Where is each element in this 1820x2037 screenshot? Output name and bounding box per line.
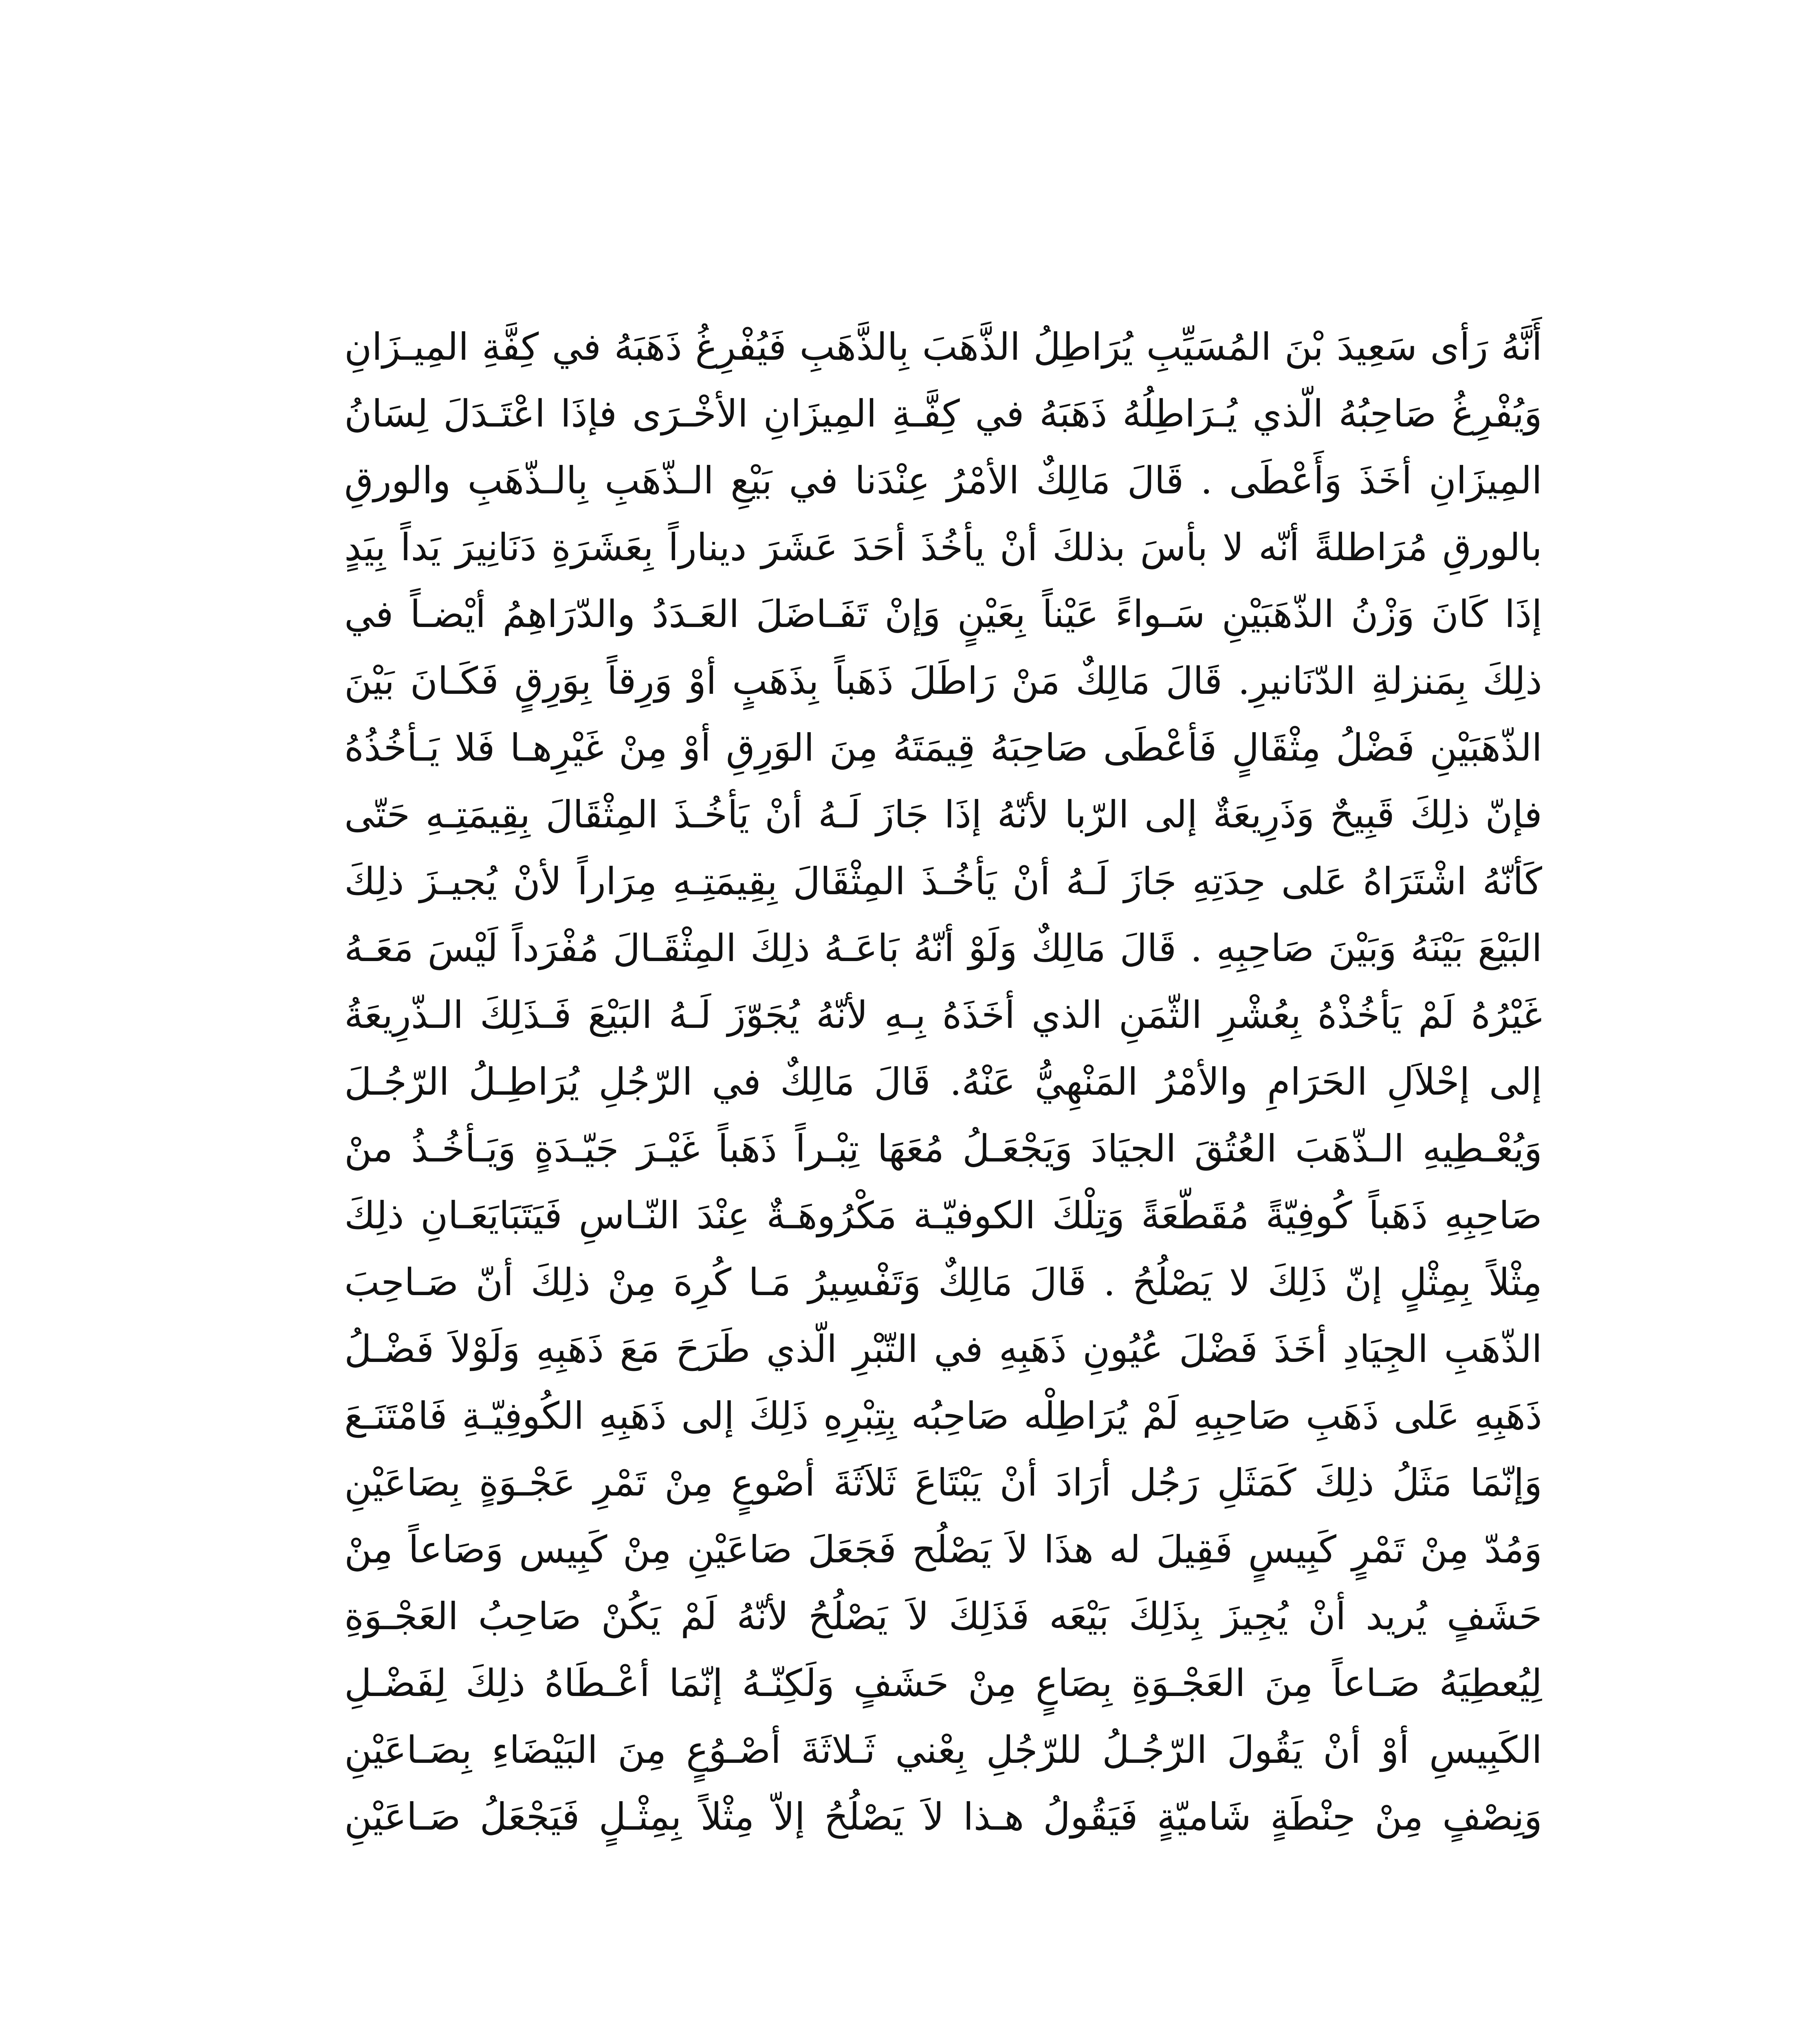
text-line-1: أَنَّهُ رَأى سَعِيدَ بْنَ المُسَيِّبِ يُرَاطِلُ الذَّهَبَ بِالذَّهَبِ فَيُفْرِغُ ذَهَبَهُ في كِفَّةِ المِيـزَانِ — [344, 325, 1542, 369]
text-line-5: إذَا كَانَ وَزْنُ الذّهَبَيْنِ سَـواءً عَيْناً بِعَيْنٍ وَإنْ تَفَـاضَلَ العَـدَدُ والدّرَاهِمُ أيْضـاً في — [344, 592, 1542, 636]
text-line-2: وَيُفْرِغُ صَاحِبُهُ الّذي يُـرَاطِلُهُ ذَهَبَهُ في كِفَّـةِ المِيزَانِ الأخْـرَى فإذَا اعْتَـدَلَ لِسَانُ — [344, 392, 1542, 436]
text-line-3: المِيزَانِ أخَذَ وَأَعْطَى . قَالَ مَالِكٌ الأمْرُ عِنْدَنا في بَيْعِ الـذّهَبِ بِالـذّهَبِ والورقِ — [344, 459, 1542, 502]
text-line-15: مِثْلاً بِمِثْلٍ إنّ ذَلِكَ لا يَصْلُحُ . قَالَ مَالِكٌ وَتَفْسِيرُ مَـا كُرِهَ مِنْ ذلِكَ أنّ صَـاحِبَ — [344, 1260, 1542, 1304]
text-line-19: وَمُدّ مِنْ تَمْرٍ كَبِيسٍ فَقِيلَ له هذَا لاَ يَصْلُح فَجَعَلَ صَاعَيْنِ مِنْ كَبِيس وَصَاعاً مِنْ — [344, 1528, 1542, 1571]
text-line-7: الذّهَبَيْنِ فَضْلُ مِثْقَالٍ فَأعْطَى صَاحِبَهُ قِيمَتَهُ مِنَ الوَرِقِ أوْ مِنْ غَيْرِهـا فَلا يَـأخُذُهُ — [344, 726, 1542, 770]
text-line-14: صَاحِبِهِ ذَهَباً كُوفِيّةً مُقَطّعَةً وَتِلْكَ الكوفيّـة مَكْرُوهَـةٌ عِنْدَ النّـاسِ فَيَتَبَايَعَـانِ ذلِكَ — [344, 1194, 1542, 1237]
text-line-10: البَيْعَ بَيْنَهُ وَبَيْنَ صَاحِبِهِ . قَالَ مَالِكٌ وَلَوْ أنّهُ بَاعَـهُ ذلِكَ المِثْقَـالَ مُفْرَداً لَيْسَ مَعَـهُ — [344, 926, 1542, 970]
text-line-18: وَإنّمَا مَثَلُ ذلِكَ كَمَثَلِ رَجُل أرَادَ أنْ يَبْتَاعَ ثَلاَثَةَ أصْوعٍ مِنْ تَمْرِ عَجْـوَةٍ بِصَاعَيْنِ — [344, 1461, 1542, 1505]
text-line-23: وَنِصْفٍ مِنْ حِنْطَةٍ شَاميّةٍ فَيَقُولُ هـذا لاَ يَصْلُحُ إلاّ مِثْلاً بِمِثْـلٍ فَيَجْعَلُ صَـاعَيْنِ — [344, 1795, 1542, 1839]
text-line-17: ذَهَبِهِ عَلى ذَهَبِ صَاحِبِهِ لَمْ يُرَاطِلْه صَاحِبُه بِتِبْرِهِ ذَلِكَ إلى ذَهَبِهِ الكُوفِيّـةِ فَامْتَنَـعَ — [344, 1394, 1542, 1438]
text-line-22: الكَبِيسِ أوْ أنْ يَقُولَ الرّجُـلُ للرّجُلِ بِعْني ثَـلاثَةَ أصْـوُعٍ مِنَ البَيْضَاءِ بِصَـاعَيْنِ — [344, 1728, 1542, 1772]
text-line-13: وَيُعْـطِيهِ الـذّهَبَ العُتُقَ الجيَادَ وَيَجْعَـلُ مُعَهَا تِبْـراً ذَهَباً غَيْـرَ جَيّـدَةٍ وَيَـأخُـذُ منْ — [344, 1127, 1542, 1170]
text-line-4: بالورقِ مُرَاطلةً أنّه لا بأسَ بذلكَ أنْ يأخُذَ أحَدَ عَشَرَ ديناراً بِعَشَرَةِ دَنَانِيرَ يَداً بِيَدٍ — [344, 526, 1542, 569]
text-line-16: الذّهَبِ الجِيَادِ أخَذَ فَضْلَ عُيُونِ ذَهَبِهِ في التّبْرِ الّذي طَرَحَ مَعَ ذَهَبِهِ وَلَوْلاَ فَضْـلُ — [344, 1327, 1542, 1371]
text-line-21: لِيُعطِيَهُ صَـاعاً مِنَ العَجْـوَةِ بِصَاعٍ مِنْ حَشَفٍ وَلَكِنّـهُ إنّمَا أعْـطَاهُ ذلِكَ لِفَضْـلِ — [344, 1661, 1542, 1705]
text-line-11: غَيْرُهُ لَمْ يَأخُذْهُ بِعُشْرِ الثّمَنِ الذي أخَذَهُ بِـهِ لأنّهُ يُجَوّزَ لَـهُ البَيْعَ فَـذَلِكَ الـذّرِيعَةُ — [344, 993, 1542, 1037]
text-line-9: كَأنّهُ اشْتَرَاهُ عَلى حِدَتِهِ جَازَ لَـهُ أنْ يَأخُـذَ المِثْقَالَ بِقِيمَتِـهِ مِرَاراً لأنْ يُجيـزَ ذلِكَ — [344, 860, 1542, 903]
text-line-12: إلى إحْلاَلِ الحَرَامِ والأمْرُ المَنْهِيُّ عَنْهُ. قَالَ مَالِكٌ في الرّجُلِ يُرَاطِـلُ الرّجُـلَ — [344, 1060, 1542, 1104]
text-line-8: فإنّ ذلِكَ قَبِيحٌ وَذَرِيعَةٌ إلى الرّبا لأنّهُ إذَا جَازَ لَـهُ أنْ يَأخُـذَ المِثْقَالَ بِقِيمَتِـهِ حَتّى — [344, 793, 1542, 836]
body-text — [344, 314, 1542, 1850]
text-line-6: ذلِكَ بِمَنزلةِ الدّنَانيرِ. قَالَ مَالِكٌ مَنْ رَاطَلَ ذَهَباً بِذَهَبٍ أوْ وَرِقاً بِوَرِقٍ فَكَـانَ بَيْنَ — [344, 659, 1542, 703]
text-line-20: حَشَفٍ يُريد أنْ يُجِيزَ بِذَلِكَ بَيْعَه فَذَلِكَ لاَ يَصْلُحُ لأنّهُ لَمْ يَكُنْ صَاحِبُ العَجْـوَةِ — [344, 1595, 1542, 1638]
